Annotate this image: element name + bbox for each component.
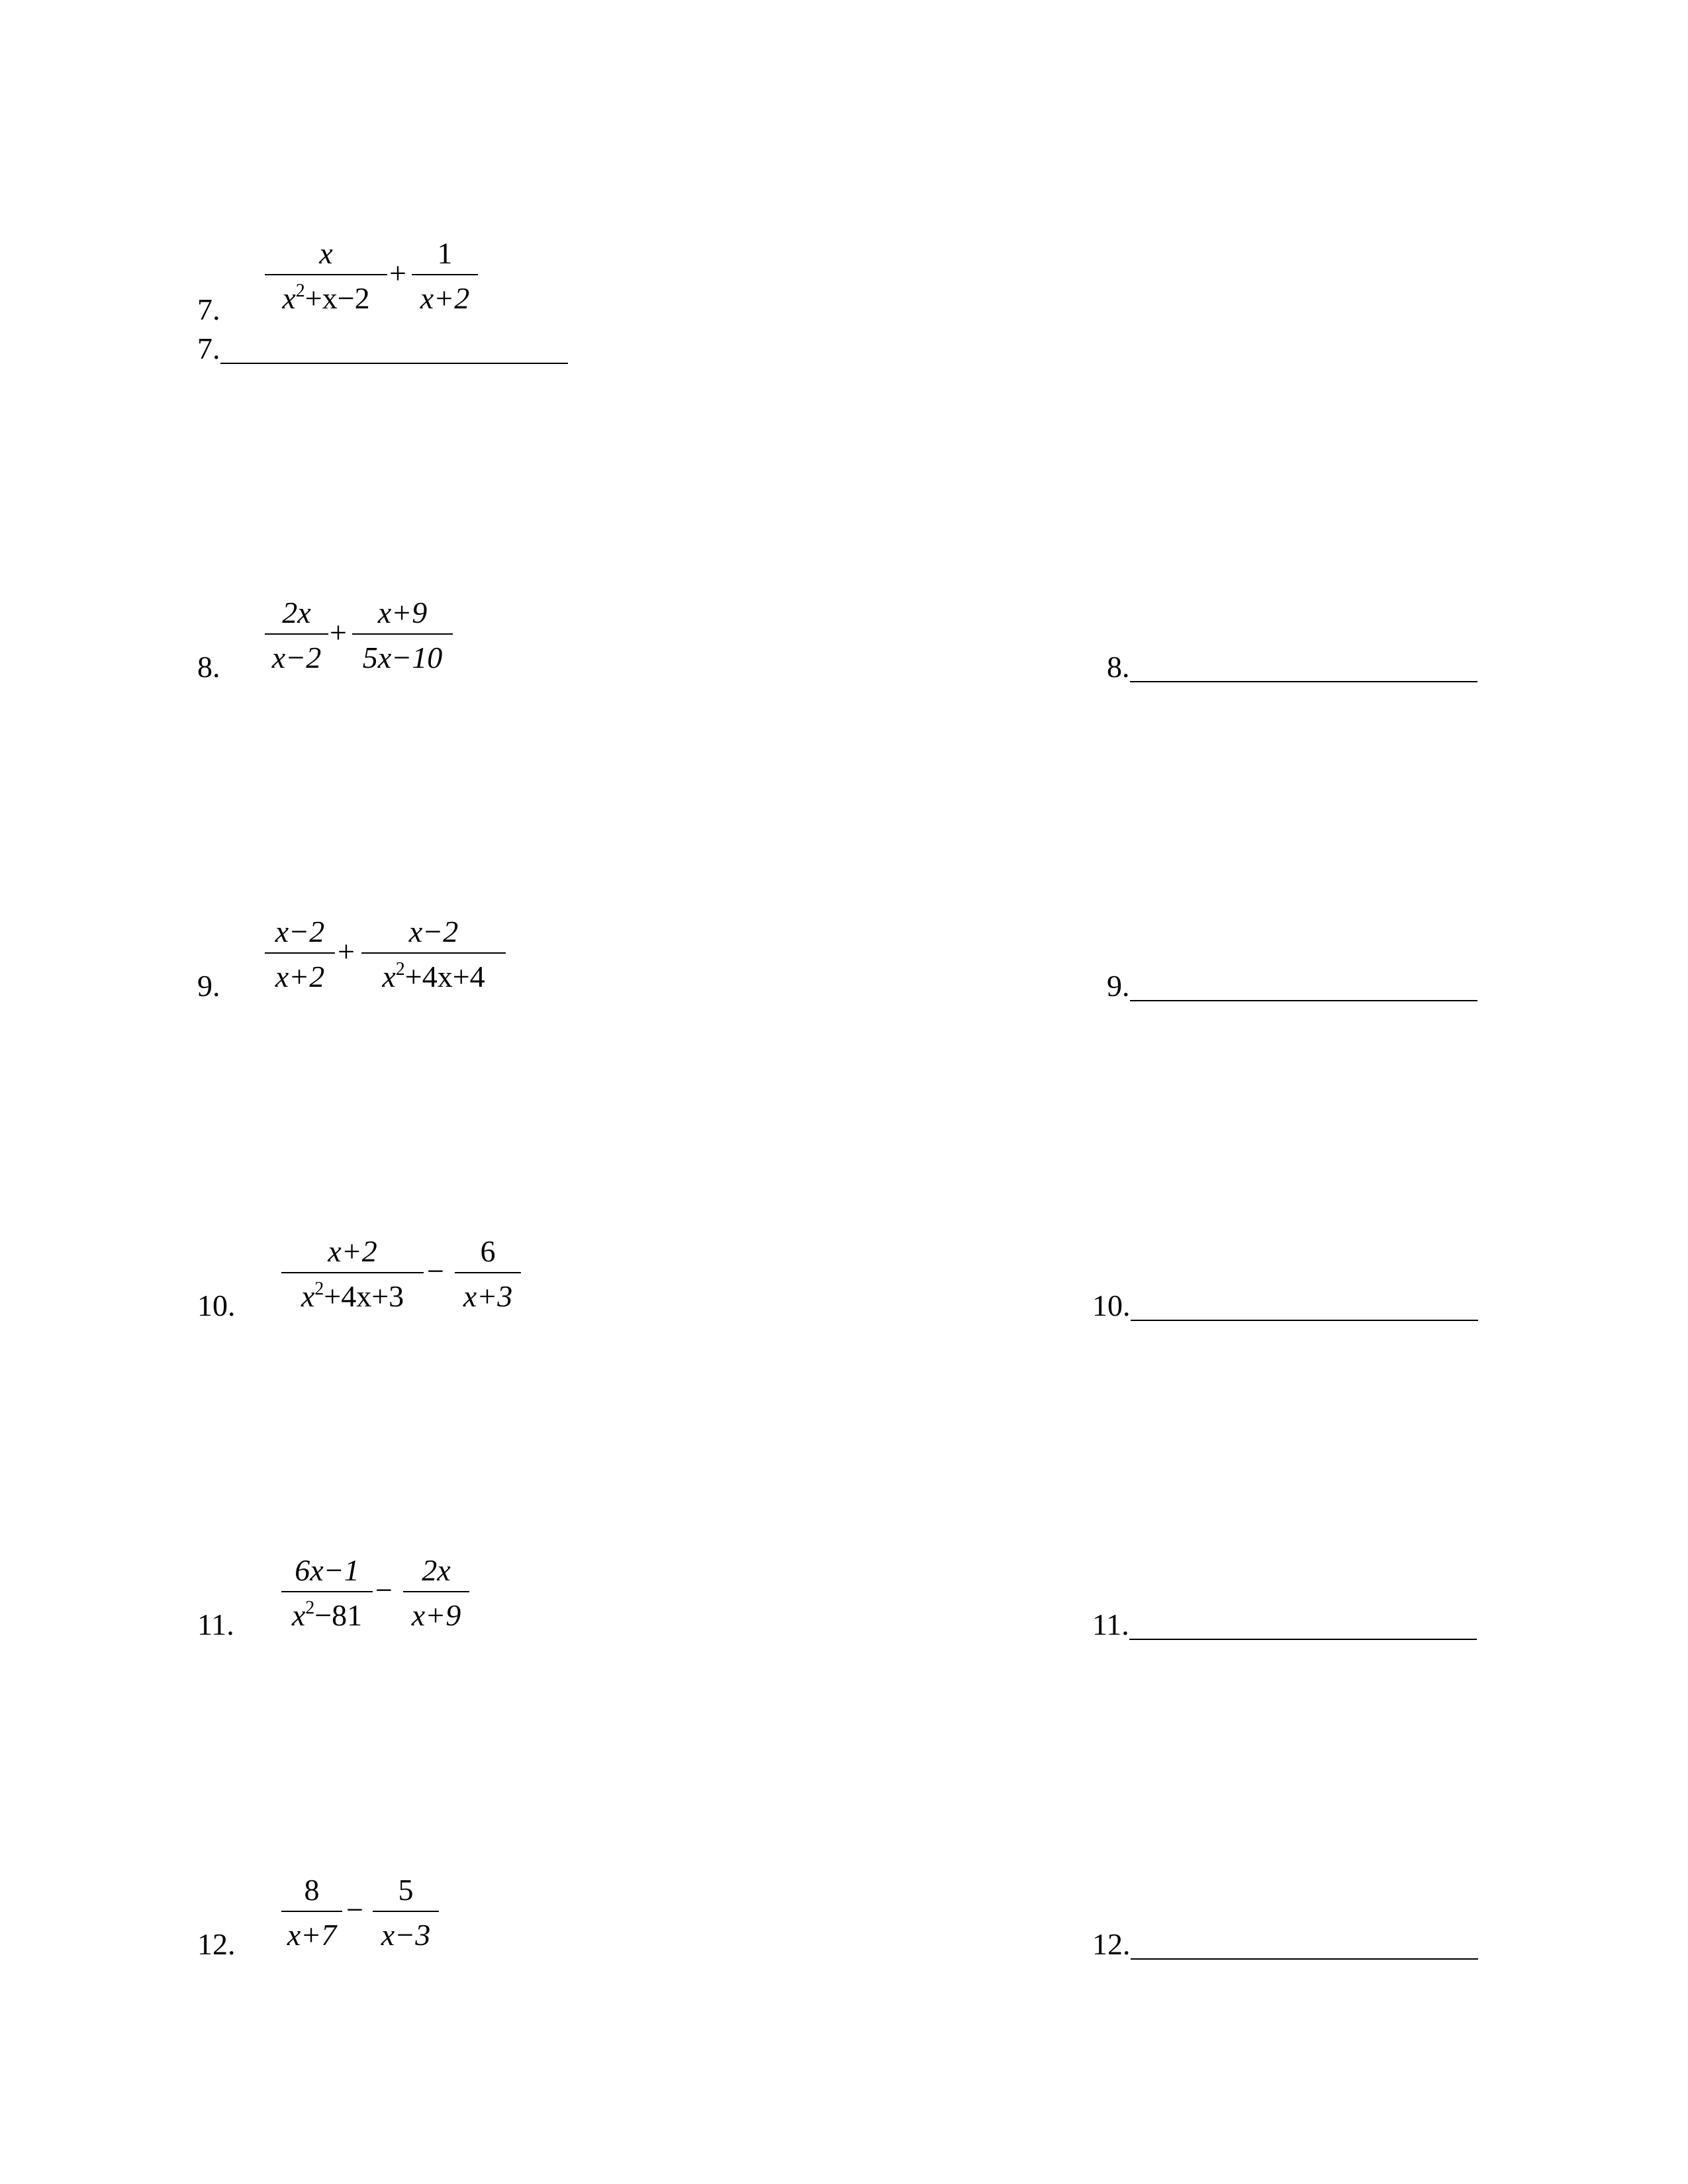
problem-7-right-bar <box>412 274 478 275</box>
problem-9-right-bar <box>361 952 506 954</box>
problem-8-expression <box>265 598 463 677</box>
problem-10-right-bar <box>455 1272 521 1273</box>
problem-9-right-numerator: x−2 <box>408 915 459 948</box>
problem-9-left-numerator: x−2 <box>275 915 325 948</box>
answer-blank-11[interactable]: 11. <box>1092 1610 1477 1640</box>
problem-12-operator: − <box>346 1893 363 1927</box>
answer-blank-12[interactable]: 12. <box>1092 1929 1478 1960</box>
problem-9-left-denominator: x+2 <box>275 960 325 993</box>
problem-8-left-denominator: x−2 <box>271 641 322 674</box>
problem-11-left-bar <box>281 1591 373 1592</box>
problem-8-number: 8. <box>197 650 220 684</box>
answer-line-11[interactable] <box>1129 1610 1477 1640</box>
problem-12-right-bar <box>373 1911 439 1912</box>
problem-10-left-denominator: $x^2+4x+3$ <box>301 1279 404 1313</box>
problem-11-expression <box>281 1555 480 1635</box>
problem-11-operator: − <box>375 1573 393 1607</box>
problem-10-left-bar <box>281 1272 424 1273</box>
answer-line-9[interactable] <box>1130 971 1477 1001</box>
problem-7-left-numerator: x <box>319 236 333 270</box>
problem-8-left-bar <box>265 633 328 635</box>
problem-11-number: 11. <box>197 1608 234 1641</box>
problem-12-left-denominator: x+7 <box>287 1918 337 1952</box>
answer-blank-7[interactable]: 7. <box>197 334 568 364</box>
problem-10-right-denominator: x+3 <box>463 1279 513 1313</box>
problem-8-right-numerator: x+9 <box>377 596 428 629</box>
problem-12-left-bar <box>281 1911 342 1912</box>
answer-blank-8[interactable]: 8. <box>1107 652 1477 682</box>
problem-9-right-denominator: $x^2+4x+4$ <box>382 959 485 993</box>
answer-line-7[interactable] <box>220 334 568 364</box>
problem-8-operator: + <box>330 615 347 649</box>
problem-9-left-bar <box>265 952 335 954</box>
problem-7-right-numerator: 1 <box>437 236 453 270</box>
problem-12-right-denominator: x−3 <box>381 1918 431 1952</box>
problem-9-number: 9. <box>197 969 220 1003</box>
problem-7-operator: + <box>389 256 406 290</box>
problem-12-right-numerator: 5 <box>398 1873 414 1907</box>
problem-7-left-denominator: $x^2+x-2$ <box>282 281 370 315</box>
problem-12-left-numerator: 8 <box>304 1873 320 1907</box>
problem-8-right-bar <box>352 633 453 635</box>
problem-11-left-denominator: $x^2-81$ <box>291 1598 363 1632</box>
problem-11-right-numerator: 2x <box>422 1553 451 1587</box>
problem-11-right-denominator: x+9 <box>411 1598 461 1632</box>
answer-line-12[interactable] <box>1131 1929 1478 1960</box>
problem-11-left-numerator: 6x−1 <box>295 1553 359 1587</box>
problem-12-expression <box>281 1875 453 1954</box>
problem-10-operator: − <box>427 1254 444 1288</box>
answer-line-8[interactable] <box>1130 652 1477 682</box>
problem-12-number: 12. <box>197 1927 236 1961</box>
answer-line-10[interactable] <box>1131 1291 1478 1321</box>
problem-9-operator: + <box>338 934 355 968</box>
problem-10-right-numerator: 6 <box>480 1234 496 1268</box>
answer-blank-10[interactable]: 10. <box>1092 1291 1478 1321</box>
problem-7-right-denominator: x+2 <box>420 281 470 315</box>
problem-8-left-numerator: 2x <box>282 596 311 629</box>
problem-11-right-bar <box>403 1591 469 1592</box>
problem-7-number: 7. <box>197 293 220 326</box>
problem-8-right-denominator: 5x−10 <box>362 641 443 674</box>
answer-blank-9[interactable]: 9. <box>1107 971 1477 1001</box>
problem-7-expression <box>265 238 483 318</box>
problem-7-left-bar <box>265 274 387 275</box>
problem-10-expression <box>281 1236 533 1316</box>
problem-10-left-numerator: x+2 <box>328 1234 377 1268</box>
problem-10-number: 10. <box>197 1289 236 1322</box>
problem-9-expression <box>265 917 516 996</box>
